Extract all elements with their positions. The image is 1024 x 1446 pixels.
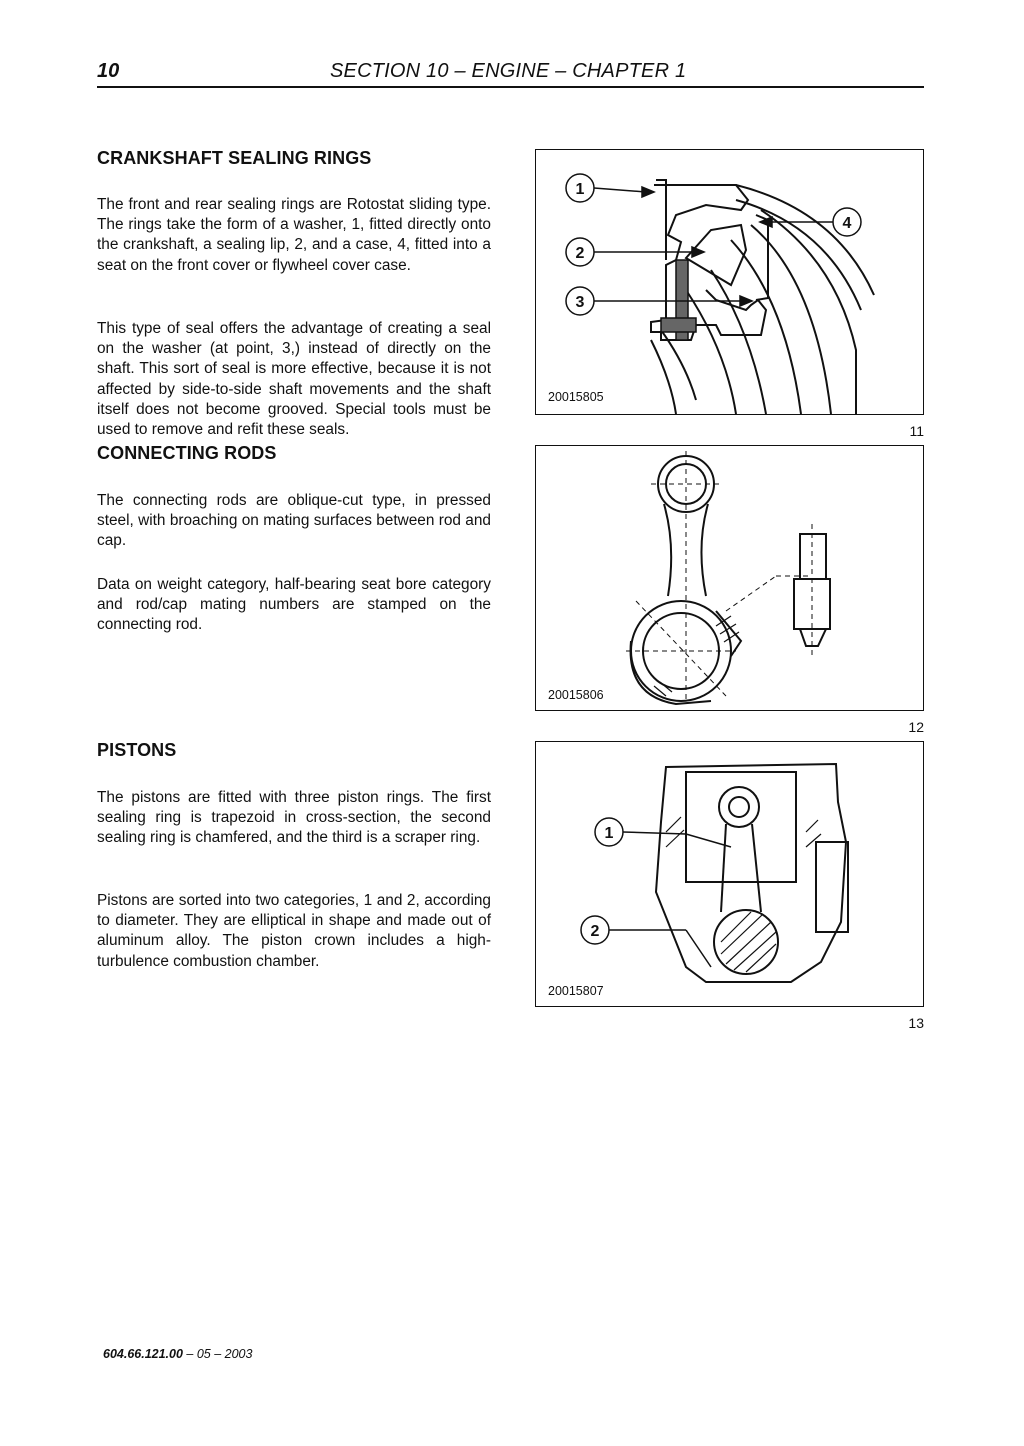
heading-pistons: PISTONS: [97, 740, 177, 760]
figure-crankshaft-seal: [535, 149, 924, 415]
paragraph-pistons-1: The pistons are fitted with three piston rings. The first sealing ring is trapezoid in cross-section, the second sealing ring is chamfered, and the third is a scraper ring.: [97, 789, 491, 847]
piston-section-drawing: [536, 742, 923, 1006]
heading-crankshaft-sealing-rings: CRANKSHAFT SEALING RINGS: [97, 148, 372, 168]
page-number: 10: [97, 60, 120, 82]
paragraph-sealing-rings-2: This type of seal offers the advantage of creating a seal on the washer (at point, 3,) instead of directly on the shaft. This sort of seal is more effective, because it is not affected by side-to-side shaft movements and the shaft itself does not become grooved. Special tools must be used to remove and refit these seals.: [97, 320, 491, 439]
figure-connecting-rod: [535, 445, 924, 711]
paragraph-connecting-rods-1: The connecting rods are oblique-cut type, in pressed steel, with broaching on mating surfaces between rod and cap.: [97, 492, 491, 550]
figure-code: 20015807: [548, 984, 604, 998]
callout-label-2: 2: [590, 923, 600, 940]
footer-document-id: [103, 1347, 252, 1361]
seal-cross-section-drawing: [536, 150, 923, 414]
heading-connecting-rods: CONNECTING RODS: [97, 443, 277, 463]
figure-code: 20015805: [548, 390, 604, 404]
connecting-rod-drawing: [536, 446, 923, 710]
paragraph-pistons-2: Pistons are sorted into two categories, 1 and 2, according to diameter. They are elliptical in shape and made out of aluminum alloy. The piston crown includes a high-turbulence combustion chamber.: [97, 892, 491, 970]
figure-number: 13: [908, 1015, 924, 1031]
callout-label-3: 3: [575, 294, 585, 311]
callout-label-2: 2: [575, 245, 585, 262]
section-title: SECTION 10 – ENGINE – CHAPTER 1: [330, 60, 687, 82]
figure-number: 12: [908, 719, 924, 735]
header-rule: [97, 86, 924, 88]
callout-label-1: 1: [575, 181, 585, 198]
figure-number: 11: [909, 423, 924, 439]
callout-label-1: 1: [604, 825, 614, 842]
footer-date: – 05 – 2003: [182, 1347, 253, 1361]
footer-doc-number: 604.66.121.00: [103, 1347, 183, 1361]
figure-piston-section: [535, 741, 924, 1007]
figure-code: 20015806: [548, 688, 604, 702]
paragraph-connecting-rods-2: Data on weight category, half-bearing seat bore category and rod/cap mating numbers are stamped on the connecting rod.: [97, 576, 491, 634]
callout-label-4: 4: [842, 215, 852, 232]
paragraph-sealing-rings-1: The front and rear sealing rings are Rotostat sliding type. The rings take the form of a washer, 1, fitted directly onto the crankshaft, a sealing lip, 2, and a case, 4, fitted into a seat on the front cover or flywheel cover case.: [97, 196, 491, 274]
